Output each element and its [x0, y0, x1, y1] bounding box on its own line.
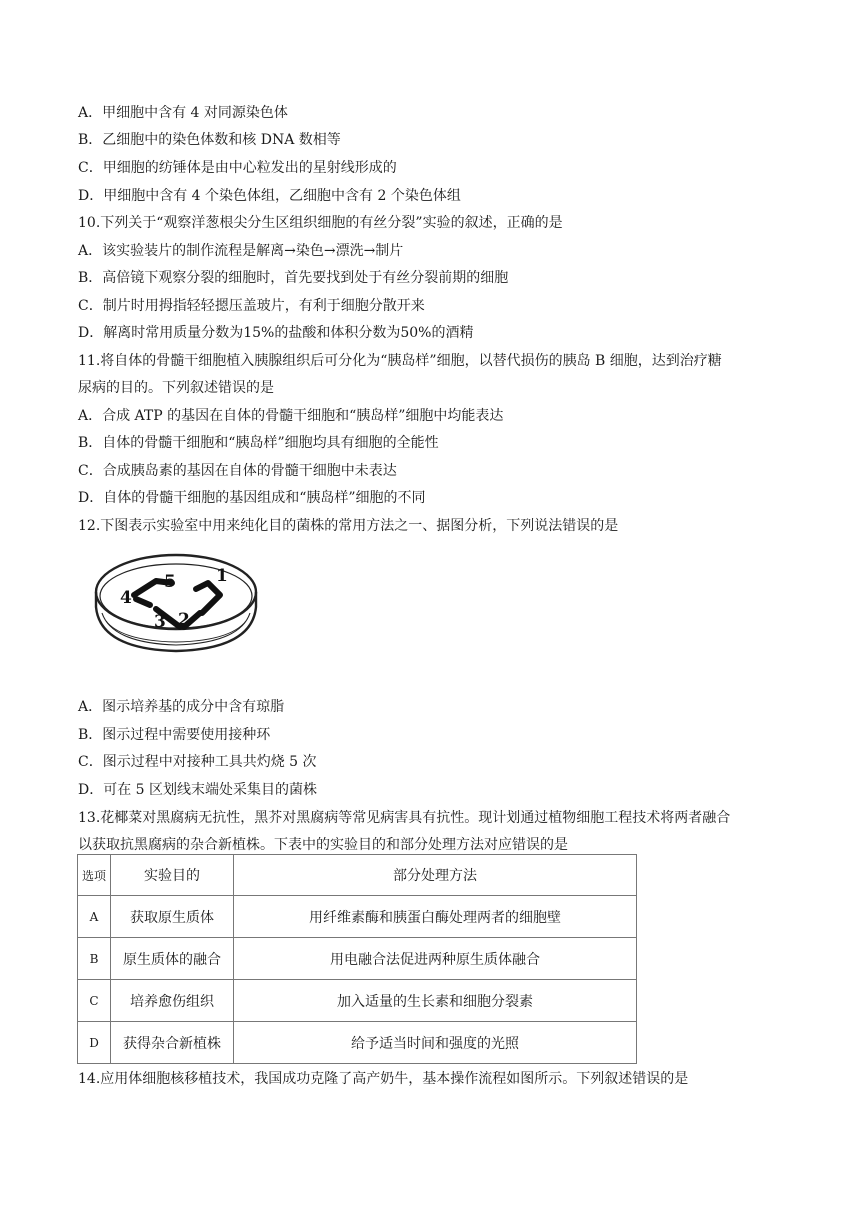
zone-label-2: 2 — [178, 610, 190, 630]
row-method: 加入适量的生长素和细胞分裂素 — [234, 980, 637, 1022]
row-option: B — [78, 938, 111, 980]
zone-label-1: 1 — [216, 566, 228, 586]
zone-label-3: 3 — [154, 612, 166, 632]
table-header-row — [78, 855, 637, 896]
q9-option-c: C．甲细胞的纺锤体是由中心粒发出的星射线形成的 — [78, 160, 397, 176]
table-row — [78, 896, 637, 938]
row-option: C — [78, 980, 111, 1022]
header-purpose: 实验目的 — [111, 855, 234, 896]
q10-option-c: C．制片时用拇指轻轻摁压盖玻片，有利于细胞分散开来 — [78, 298, 425, 314]
q9-option-b: B．乙细胞中的染色体数和核 DNA 数相等 — [78, 132, 341, 148]
q9-option-d: D．甲细胞中含有 4 个染色体组，乙细胞中含有 2 个染色体组 — [78, 188, 461, 204]
q10-option-d: D．解离时常用质量分数为15%的盐酸和体积分数为50%的酒精 — [78, 325, 474, 341]
q11-option-b: B．自体的骨髓干细胞和“胰岛样”细胞均具有细胞的全能性 — [78, 435, 439, 451]
q12-option-b: B．图示过程中需要使用接种环 — [78, 727, 271, 743]
q9-option-a: A．甲细胞中含有 4 对同源染色体 — [78, 105, 288, 121]
q12-option-d: D．可在 5 区划线末端处采集目的菌株 — [78, 782, 318, 798]
header-option: 选项 — [78, 855, 111, 896]
q11-option-a: A．合成 ATP 的基因在自体的骨髓干细胞和“胰岛样”细胞中均能表达 — [78, 408, 504, 424]
row-purpose: 原生质体的融合 — [111, 938, 234, 980]
q11-option-d: D．自体的骨髓干细胞的基因组成和“胰岛样”细胞的不同 — [78, 490, 426, 506]
q14-stem: 14.应用体细胞核移植技术，我国成功克隆了高产奶牛，基本操作流程如图所示。下列叙述错误的是 — [78, 1071, 689, 1087]
table-row — [78, 980, 637, 1022]
row-method: 用电融合法促进两种原生质体融合 — [234, 938, 637, 980]
streak-lines — [134, 581, 220, 627]
q10-option-a: A．该实验装片的制作流程是解离→染色→漂洗→制片 — [78, 243, 404, 259]
q11-stem-line2: 尿病的目的。下列叙述错误的是 — [78, 380, 274, 396]
zone-label-5: 5 — [164, 572, 176, 592]
petri-dish-streak-figure — [92, 543, 260, 661]
q11-stem-line1: 11.将自体的骨髓干细胞植入胰腺组织后可分化为“胰岛样”细胞，以替代损伤的胰岛 B 细胞，达到治疗糖 — [78, 353, 722, 369]
row-purpose: 获得杂合新植株 — [111, 1022, 234, 1064]
q12-option-a: A．图示培养基的成分中含有琼脂 — [78, 699, 285, 715]
row-purpose: 培养愈伤组织 — [111, 980, 234, 1022]
zone-label-4: 4 — [120, 588, 132, 608]
row-option: D — [78, 1022, 111, 1064]
q13-stem-line2: 以获取抗黑腐病的杂合新植株。下表中的实验目的和部分处理方法对应错误的是 — [78, 837, 568, 853]
q10-stem: 10.下列关于“观察洋葱根尖分生区组织细胞的有丝分裂”实验的叙述，正确的是 — [78, 215, 563, 231]
row-method: 用纤维素酶和胰蛋白酶处理两者的细胞壁 — [234, 896, 637, 938]
q10-option-b: B．高倍镜下观察分裂的细胞时，首先要找到处于有丝分裂前期的细胞 — [78, 270, 509, 286]
q13-table — [77, 854, 637, 1064]
table-row — [78, 938, 637, 980]
header-method: 部分处理方法 — [234, 855, 637, 896]
q11-option-c: C．合成胰岛素的基因在自体的骨髓干细胞中未表达 — [78, 463, 397, 479]
q12-stem: 12.下图表示实验室中用来纯化目的菌株的常用方法之一、据图分析，下列说法错误的是 — [78, 518, 619, 534]
q13-stem-line1: 13.花椰菜对黑腐病无抗性，黑芥对黑腐病等常见病害具有抗性。现计划通过植物细胞工程技术将两者融合 — [78, 810, 731, 826]
table-row — [78, 1022, 637, 1064]
row-method: 给予适当时间和强度的光照 — [234, 1022, 637, 1064]
q12-option-c: C．图示过程中对接种工具共灼烧 5 次 — [78, 754, 317, 770]
row-option: A — [78, 896, 111, 938]
row-purpose: 获取原生质体 — [111, 896, 234, 938]
